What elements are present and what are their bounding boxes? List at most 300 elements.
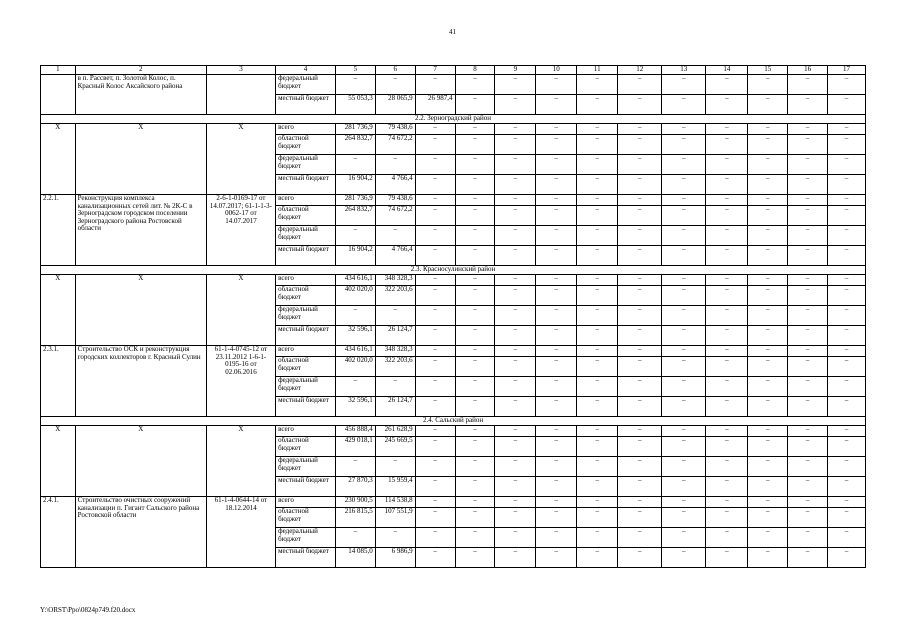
funding-source: областной бюджет bbox=[276, 357, 336, 377]
dash-cell: – bbox=[495, 477, 536, 497]
item-document: X bbox=[206, 275, 275, 346]
dash-cell: – bbox=[662, 206, 706, 226]
dash-cell: – bbox=[706, 477, 748, 497]
table-row bbox=[41, 266, 866, 275]
dash-cell: – bbox=[495, 246, 536, 266]
dash-cell: – bbox=[788, 397, 828, 417]
dash-cell: – bbox=[415, 457, 455, 477]
dash-cell: – bbox=[577, 457, 618, 477]
dash-cell: – bbox=[536, 508, 577, 528]
dash-cell: – bbox=[748, 75, 788, 95]
dash-cell: – bbox=[788, 477, 828, 497]
item-document: 61-1-4-0745-12 от 23.11.2012 1-6-1-0195-16 от 02.06.2016 bbox=[206, 346, 275, 417]
dash-cell: – bbox=[375, 155, 415, 175]
dash-cell: – bbox=[706, 528, 748, 548]
header-cell: 13 bbox=[662, 66, 706, 75]
dash-cell: – bbox=[828, 155, 866, 175]
header-cell: 9 bbox=[495, 66, 536, 75]
dash-cell: – bbox=[788, 426, 828, 437]
dash-cell: – bbox=[495, 326, 536, 346]
dash-cell: – bbox=[788, 75, 828, 95]
dash-cell: – bbox=[618, 508, 662, 528]
dash-cell: – bbox=[662, 135, 706, 155]
value-cell: 4 766,4 bbox=[375, 246, 415, 266]
dash-cell: – bbox=[536, 397, 577, 417]
item-name: X bbox=[75, 426, 206, 497]
dash-cell: – bbox=[415, 426, 455, 437]
table-row bbox=[41, 75, 866, 95]
dash-cell: – bbox=[662, 397, 706, 417]
dash-cell: – bbox=[577, 155, 618, 175]
dash-cell: – bbox=[828, 306, 866, 326]
funding-source: федеральный бюджет bbox=[276, 306, 336, 326]
dash-cell: – bbox=[577, 206, 618, 226]
dash-cell: – bbox=[706, 457, 748, 477]
header-cell: 8 bbox=[455, 66, 495, 75]
dash-cell: – bbox=[536, 135, 577, 155]
dash-cell: – bbox=[828, 246, 866, 266]
funding-source: областной бюджет bbox=[276, 437, 336, 457]
value-cell: 27 870,3 bbox=[335, 477, 375, 497]
dash-cell: – bbox=[828, 426, 866, 437]
dash-cell: – bbox=[748, 135, 788, 155]
dash-cell: – bbox=[455, 95, 495, 115]
dash-cell: – bbox=[495, 357, 536, 377]
dash-cell: – bbox=[618, 437, 662, 457]
item-number: X bbox=[41, 124, 76, 195]
dash-cell: – bbox=[618, 528, 662, 548]
dash-cell: – bbox=[495, 195, 536, 206]
dash-cell: – bbox=[828, 457, 866, 477]
dash-cell: – bbox=[455, 397, 495, 417]
dash-cell: – bbox=[335, 377, 375, 397]
dash-cell: – bbox=[415, 246, 455, 266]
dash-cell: – bbox=[495, 226, 536, 246]
dash-cell: – bbox=[577, 477, 618, 497]
dash-cell: – bbox=[788, 377, 828, 397]
item-number bbox=[41, 75, 76, 115]
dash-cell: – bbox=[577, 497, 618, 508]
dash-cell: – bbox=[662, 124, 706, 135]
dash-cell: – bbox=[662, 426, 706, 437]
item-number: X bbox=[41, 275, 76, 346]
value-cell: 114 538,8 bbox=[375, 497, 415, 508]
dash-cell: – bbox=[748, 397, 788, 417]
dash-cell: – bbox=[828, 357, 866, 377]
value-cell: 74 672,2 bbox=[375, 135, 415, 155]
dash-cell: – bbox=[788, 457, 828, 477]
dash-cell: – bbox=[618, 155, 662, 175]
dash-cell: – bbox=[455, 275, 495, 286]
value-cell: 32 596,1 bbox=[335, 397, 375, 417]
item-document: X bbox=[206, 426, 275, 497]
dash-cell: – bbox=[577, 195, 618, 206]
funding-source: всего bbox=[276, 195, 336, 206]
value-cell: 456 888,4 bbox=[335, 426, 375, 437]
funding-source: федеральный бюджет bbox=[276, 155, 336, 175]
dash-cell: – bbox=[618, 346, 662, 357]
dash-cell: – bbox=[788, 508, 828, 528]
dash-cell: – bbox=[455, 528, 495, 548]
dash-cell: – bbox=[788, 357, 828, 377]
dash-cell: – bbox=[455, 75, 495, 95]
dash-cell: – bbox=[748, 326, 788, 346]
dash-cell: – bbox=[536, 306, 577, 326]
dash-cell: – bbox=[495, 75, 536, 95]
dash-cell: – bbox=[455, 357, 495, 377]
dash-cell: – bbox=[495, 508, 536, 528]
dash-cell: – bbox=[335, 528, 375, 548]
dash-cell: – bbox=[706, 346, 748, 357]
value-cell: 4 766,4 bbox=[375, 175, 415, 195]
dash-cell: – bbox=[455, 155, 495, 175]
dash-cell: – bbox=[662, 175, 706, 195]
value-cell: 14 085,0 bbox=[335, 548, 375, 568]
dash-cell: – bbox=[828, 124, 866, 135]
dash-cell: – bbox=[415, 508, 455, 528]
dash-cell: – bbox=[495, 437, 536, 457]
dash-cell: – bbox=[536, 326, 577, 346]
funding-source: местный бюджет bbox=[276, 246, 336, 266]
dash-cell: – bbox=[618, 457, 662, 477]
dash-cell: – bbox=[495, 155, 536, 175]
dash-cell: – bbox=[335, 306, 375, 326]
header-cell: 17 bbox=[828, 66, 866, 75]
dash-cell: – bbox=[662, 326, 706, 346]
dash-cell: – bbox=[455, 175, 495, 195]
dash-cell: – bbox=[662, 155, 706, 175]
table-row bbox=[41, 275, 866, 286]
dash-cell: – bbox=[495, 457, 536, 477]
dash-cell: – bbox=[415, 206, 455, 226]
dash-cell: – bbox=[536, 497, 577, 508]
dash-cell: – bbox=[536, 195, 577, 206]
table-row bbox=[41, 115, 866, 124]
dash-cell: – bbox=[706, 497, 748, 508]
dash-cell: – bbox=[748, 457, 788, 477]
item-number: X bbox=[41, 426, 76, 497]
dash-cell: – bbox=[415, 286, 455, 306]
dash-cell: – bbox=[577, 124, 618, 135]
dash-cell: – bbox=[618, 124, 662, 135]
dash-cell: – bbox=[577, 95, 618, 115]
dash-cell: – bbox=[748, 437, 788, 457]
dash-cell: – bbox=[536, 124, 577, 135]
value-cell: 26 124,7 bbox=[375, 326, 415, 346]
funding-source: всего bbox=[276, 275, 336, 286]
dash-cell: – bbox=[455, 508, 495, 528]
dash-cell: – bbox=[618, 95, 662, 115]
item-document: 2-6-1-0169-17 от 14.07.2017; 61-1-1-3-0062-17 от 14.07.2017 bbox=[206, 195, 275, 266]
dash-cell: – bbox=[536, 155, 577, 175]
dash-cell: – bbox=[706, 135, 748, 155]
dash-cell: – bbox=[748, 548, 788, 568]
dash-cell: – bbox=[536, 226, 577, 246]
dash-cell: – bbox=[662, 508, 706, 528]
dash-cell: – bbox=[706, 175, 748, 195]
dash-cell: – bbox=[415, 346, 455, 357]
value-cell: 322 203,6 bbox=[375, 286, 415, 306]
dash-cell: – bbox=[662, 377, 706, 397]
dash-cell: – bbox=[577, 346, 618, 357]
dash-cell: – bbox=[577, 135, 618, 155]
dash-cell: – bbox=[748, 246, 788, 266]
dash-cell: – bbox=[455, 306, 495, 326]
dash-cell: – bbox=[662, 437, 706, 457]
header-cell: 12 bbox=[618, 66, 662, 75]
dash-cell: – bbox=[415, 548, 455, 568]
dash-cell: – bbox=[577, 437, 618, 457]
dash-cell: – bbox=[788, 548, 828, 568]
funding-source: федеральный бюджет bbox=[276, 528, 336, 548]
dash-cell: – bbox=[618, 286, 662, 306]
dash-cell: – bbox=[828, 95, 866, 115]
dash-cell: – bbox=[618, 426, 662, 437]
item-number: 2.2.1. bbox=[41, 195, 76, 266]
dash-cell: – bbox=[828, 508, 866, 528]
dash-cell: – bbox=[415, 437, 455, 457]
header-cell: 10 bbox=[536, 66, 577, 75]
funding-source: местный бюджет bbox=[276, 175, 336, 195]
dash-cell: – bbox=[828, 206, 866, 226]
dash-cell: – bbox=[662, 497, 706, 508]
dash-cell: – bbox=[536, 95, 577, 115]
dash-cell: – bbox=[662, 457, 706, 477]
dash-cell: – bbox=[536, 437, 577, 457]
dash-cell: – bbox=[577, 326, 618, 346]
dash-cell: – bbox=[536, 357, 577, 377]
dash-cell: – bbox=[536, 377, 577, 397]
dash-cell: – bbox=[828, 548, 866, 568]
value-cell: 281 736,9 bbox=[335, 195, 375, 206]
dash-cell: – bbox=[495, 275, 536, 286]
dash-cell: – bbox=[415, 155, 455, 175]
dash-cell: – bbox=[706, 155, 748, 175]
dash-cell: – bbox=[706, 326, 748, 346]
dash-cell: – bbox=[828, 437, 866, 457]
table-row bbox=[41, 417, 866, 426]
item-number: 2.3.1. bbox=[41, 346, 76, 417]
value-cell: 6 986,9 bbox=[375, 548, 415, 568]
item-name: X bbox=[75, 275, 206, 346]
value-cell: 32 596,1 bbox=[335, 326, 375, 346]
value-cell: 348 328,3 bbox=[375, 346, 415, 357]
dash-cell: – bbox=[577, 286, 618, 306]
dash-cell: – bbox=[536, 548, 577, 568]
dash-cell: – bbox=[662, 306, 706, 326]
funding-source: федеральный бюджет bbox=[276, 226, 336, 246]
page-number: 41 bbox=[449, 28, 456, 36]
dash-cell: – bbox=[536, 528, 577, 548]
dash-cell: – bbox=[536, 175, 577, 195]
dash-cell: – bbox=[618, 195, 662, 206]
dash-cell: – bbox=[748, 477, 788, 497]
dash-cell: – bbox=[577, 357, 618, 377]
dash-cell: – bbox=[455, 326, 495, 346]
dash-cell: – bbox=[662, 528, 706, 548]
dash-cell: – bbox=[415, 75, 455, 95]
dash-cell: – bbox=[748, 346, 788, 357]
dash-cell: – bbox=[455, 286, 495, 306]
dash-cell: – bbox=[577, 508, 618, 528]
value-cell: 261 628,9 bbox=[375, 426, 415, 437]
dash-cell: – bbox=[618, 357, 662, 377]
dash-cell: – bbox=[415, 135, 455, 155]
dash-cell: – bbox=[706, 437, 748, 457]
dash-cell: – bbox=[335, 155, 375, 175]
value-cell: 107 551,9 bbox=[375, 508, 415, 528]
dash-cell: – bbox=[375, 377, 415, 397]
value-cell: 55 053,3 bbox=[335, 95, 375, 115]
dash-cell: – bbox=[748, 195, 788, 206]
dash-cell: – bbox=[415, 195, 455, 206]
header-cell: 15 bbox=[748, 66, 788, 75]
funding-source: федеральный бюджет bbox=[276, 377, 336, 397]
funding-source: областной бюджет bbox=[276, 508, 336, 528]
dash-cell: – bbox=[788, 528, 828, 548]
dash-cell: – bbox=[415, 226, 455, 246]
section-title: 2.3. Красносулинский район bbox=[41, 266, 866, 275]
dash-cell: – bbox=[788, 124, 828, 135]
table-row bbox=[41, 195, 866, 206]
dash-cell: – bbox=[748, 206, 788, 226]
dash-cell: – bbox=[788, 175, 828, 195]
dash-cell: – bbox=[415, 326, 455, 346]
dash-cell: – bbox=[415, 377, 455, 397]
dash-cell: – bbox=[577, 397, 618, 417]
dash-cell: – bbox=[828, 377, 866, 397]
funding-source: местный бюджет bbox=[276, 477, 336, 497]
dash-cell: – bbox=[788, 155, 828, 175]
dash-cell: – bbox=[748, 426, 788, 437]
dash-cell: – bbox=[748, 95, 788, 115]
dash-cell: – bbox=[577, 426, 618, 437]
header-cell: 16 bbox=[788, 66, 828, 75]
dash-cell: – bbox=[706, 246, 748, 266]
funding-source: местный бюджет bbox=[276, 326, 336, 346]
value-cell: 434 616,1 bbox=[335, 346, 375, 357]
dash-cell: – bbox=[455, 437, 495, 457]
dash-cell: – bbox=[828, 528, 866, 548]
dash-cell: – bbox=[415, 477, 455, 497]
dash-cell: – bbox=[706, 275, 748, 286]
dash-cell: – bbox=[706, 206, 748, 226]
dash-cell: – bbox=[577, 275, 618, 286]
dash-cell: – bbox=[536, 426, 577, 437]
dash-cell: – bbox=[335, 75, 375, 95]
dash-cell: – bbox=[618, 397, 662, 417]
dash-cell: – bbox=[415, 275, 455, 286]
dash-cell: – bbox=[577, 528, 618, 548]
dash-cell: – bbox=[662, 226, 706, 246]
dash-cell: – bbox=[748, 357, 788, 377]
funding-source: федеральный бюджет bbox=[276, 457, 336, 477]
item-name: Строительство ОСК и реконструкция городских коллекторов г. Красный Сулин bbox=[75, 346, 206, 417]
item-document: 61-1-4-0644-14 от 18.12.2014 bbox=[206, 497, 275, 568]
dash-cell: – bbox=[706, 195, 748, 206]
dash-cell: – bbox=[536, 275, 577, 286]
dash-cell: – bbox=[536, 286, 577, 306]
dash-cell: – bbox=[375, 75, 415, 95]
dash-cell: – bbox=[662, 346, 706, 357]
value-cell: 281 736,9 bbox=[335, 124, 375, 135]
dash-cell: – bbox=[455, 226, 495, 246]
dash-cell: – bbox=[828, 275, 866, 286]
header-cell: 2 bbox=[75, 66, 206, 75]
dash-cell: – bbox=[706, 95, 748, 115]
dash-cell: – bbox=[662, 477, 706, 497]
dash-cell: – bbox=[455, 135, 495, 155]
value-cell: 79 438,6 bbox=[375, 195, 415, 206]
dash-cell: – bbox=[375, 226, 415, 246]
dash-cell: – bbox=[495, 124, 536, 135]
dash-cell: – bbox=[577, 226, 618, 246]
dash-cell: – bbox=[662, 195, 706, 206]
value-cell: 402 020,0 bbox=[335, 357, 375, 377]
table-row bbox=[41, 346, 866, 357]
item-document bbox=[206, 75, 275, 115]
dash-cell: – bbox=[748, 528, 788, 548]
dash-cell: – bbox=[618, 226, 662, 246]
dash-cell: – bbox=[455, 246, 495, 266]
dash-cell: – bbox=[455, 426, 495, 437]
item-number: 2.4.1. bbox=[41, 497, 76, 568]
dash-cell: – bbox=[748, 275, 788, 286]
funding-source: всего bbox=[276, 497, 336, 508]
dash-cell: – bbox=[788, 206, 828, 226]
dash-cell: – bbox=[577, 75, 618, 95]
funding-source: областной бюджет bbox=[276, 135, 336, 155]
dash-cell: – bbox=[536, 457, 577, 477]
value-cell: 402 020,0 bbox=[335, 286, 375, 306]
section-title: 2.4. Сальский район bbox=[41, 417, 866, 426]
dash-cell: – bbox=[618, 246, 662, 266]
dash-cell: – bbox=[706, 377, 748, 397]
dash-cell: – bbox=[335, 457, 375, 477]
dash-cell: – bbox=[748, 497, 788, 508]
dash-cell: – bbox=[415, 528, 455, 548]
dash-cell: – bbox=[495, 346, 536, 357]
dash-cell: – bbox=[495, 497, 536, 508]
dash-cell: – bbox=[577, 377, 618, 397]
dash-cell: – bbox=[828, 326, 866, 346]
dash-cell: – bbox=[536, 346, 577, 357]
dash-cell: – bbox=[706, 397, 748, 417]
dash-cell: – bbox=[618, 477, 662, 497]
dash-cell: – bbox=[828, 397, 866, 417]
dash-cell: – bbox=[618, 275, 662, 286]
dash-cell: – bbox=[706, 286, 748, 306]
item-name: Реконструкция комплекса канализационных сетей лит. № 2К-С в Зерноградском городском поселении Зерноградского района Ростовской области bbox=[75, 195, 206, 266]
dash-cell: – bbox=[706, 357, 748, 377]
dash-cell: – bbox=[748, 306, 788, 326]
dash-cell: – bbox=[828, 346, 866, 357]
dash-cell: – bbox=[495, 377, 536, 397]
dash-cell: – bbox=[618, 206, 662, 226]
dash-cell: – bbox=[577, 306, 618, 326]
funding-source: местный бюджет bbox=[276, 548, 336, 568]
dash-cell: – bbox=[788, 346, 828, 357]
dash-cell: – bbox=[415, 397, 455, 417]
dash-cell: – bbox=[828, 195, 866, 206]
value-cell: 245 669,5 bbox=[375, 437, 415, 457]
dash-cell: – bbox=[618, 306, 662, 326]
funding-source: всего bbox=[276, 124, 336, 135]
dash-cell: – bbox=[495, 286, 536, 306]
header-cell: 14 bbox=[706, 66, 748, 75]
dash-cell: – bbox=[455, 195, 495, 206]
dash-cell: – bbox=[662, 75, 706, 95]
